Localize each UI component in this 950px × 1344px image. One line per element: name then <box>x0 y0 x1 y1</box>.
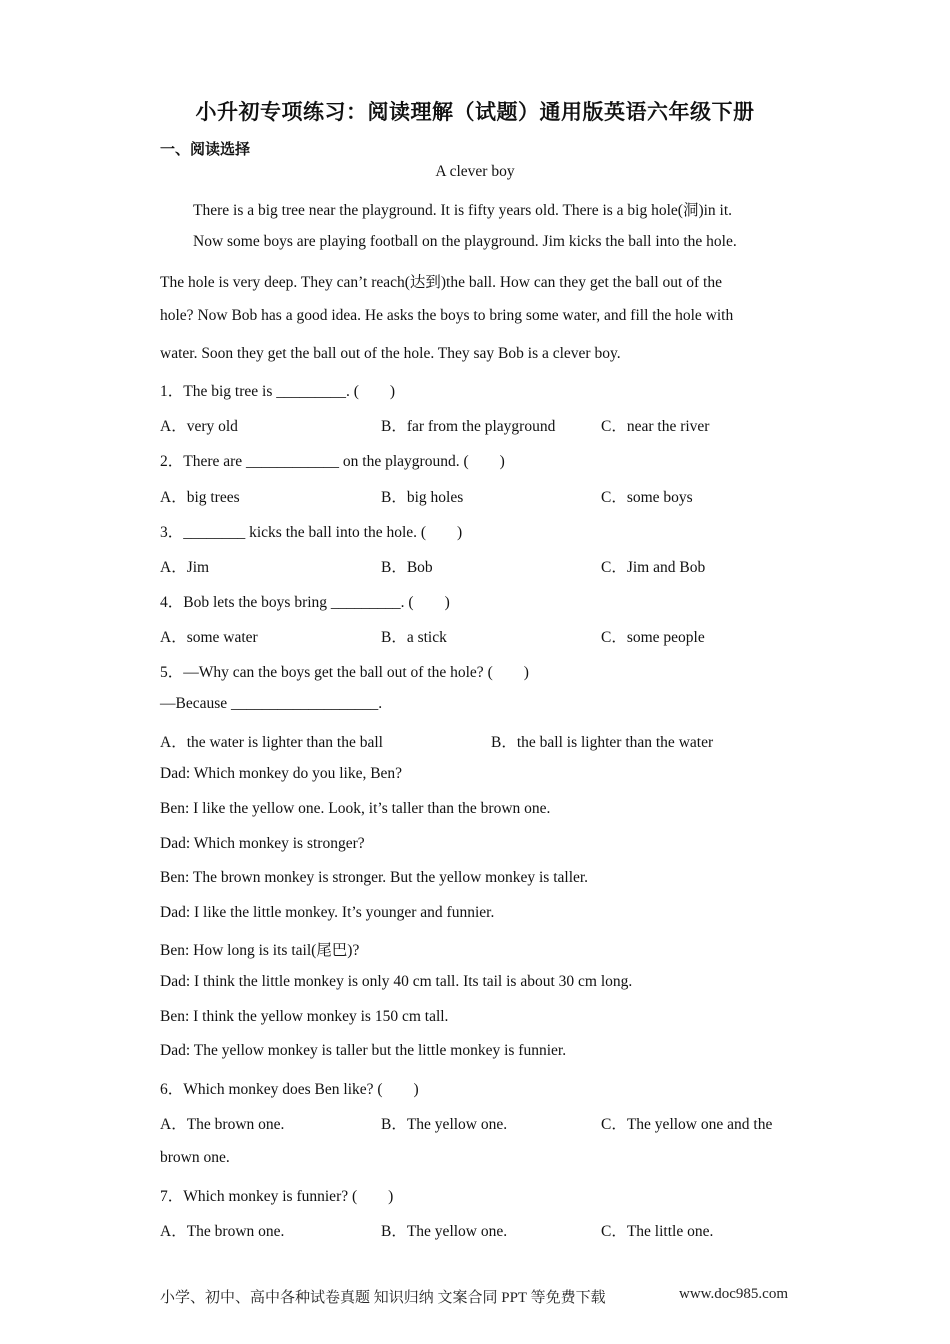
option-7b[interactable]: B．The yellow one. <box>381 1223 508 1240</box>
option-2c[interactable]: C．some boys <box>601 489 693 506</box>
option-4b[interactable]: B．a stick <box>381 629 447 646</box>
dialogue-line: Dad: I like the little monkey. It’s younger and funnier. <box>160 904 495 921</box>
option-1c[interactable]: C．near the river <box>601 418 710 435</box>
option-5a[interactable]: A．the water is lighter than the ball <box>160 734 383 751</box>
passage-line: There is a big tree near the playground. It is fifty years old. There is a big hole(洞)in it. <box>193 202 733 219</box>
question-5: 5．—Why can the boys get the ball out of the hole? ( ) <box>160 664 529 681</box>
footer-website-link[interactable]: www.doc985.com <box>678 1286 788 1302</box>
dialogue-line: Dad: Which monkey is stronger? <box>160 835 365 852</box>
question-4: 4．Bob lets the boys bring _________. ( ) <box>160 594 450 611</box>
option-2a[interactable]: A．big trees <box>160 489 240 506</box>
dialogue-line: Dad: Which monkey do you like, Ben? <box>160 765 403 782</box>
option-3a[interactable]: A．Jim <box>160 559 210 576</box>
option-1b[interactable]: B．far from the playground <box>381 418 556 435</box>
page-footer <box>160 1286 788 1307</box>
option-6c[interactable]: C．The yellow one and the <box>601 1116 773 1133</box>
option-3b[interactable]: B．Bob <box>381 559 433 576</box>
question-2: 2．There are ____________ on the playground. ( ) <box>160 453 505 470</box>
dialogue-line: Ben: The brown monkey is stronger. But the yellow monkey is taller. <box>160 869 589 886</box>
option-6b[interactable]: B．The yellow one. <box>381 1116 508 1133</box>
passage-line: Now some boys are playing football on the playground. Jim kicks the ball into the hole. <box>193 233 737 250</box>
section-heading: 一、阅读选择 <box>160 140 251 158</box>
page-title: 小升初专项练习：阅读理解（试题）通用版英语六年级下册 <box>195 100 755 124</box>
dialogue-line: Dad: The yellow monkey is taller but the little monkey is funnier. <box>160 1042 567 1059</box>
option-2b[interactable]: B．big holes <box>381 489 464 506</box>
option-6c-continued: brown one. <box>160 1149 230 1166</box>
option-3c[interactable]: C．Jim and Bob <box>601 559 706 576</box>
question-6: 6．Which monkey does Ben like? ( ) <box>160 1081 419 1098</box>
passage-line: hole? Now Bob has a good idea. He asks the boys to bring some water, and fill the hole with <box>160 307 734 324</box>
passage-line: The hole is very deep. They can’t reach(达到)the ball. How can they get the ball out of the <box>160 274 722 291</box>
option-5b[interactable]: B．the ball is lighter than the water <box>491 734 714 751</box>
passage-line: water. Soon they get the ball out of the hole. They say Bob is a clever boy. <box>160 345 621 362</box>
option-6a[interactable]: A．The brown one. <box>160 1116 285 1133</box>
dialogue-line: Dad: I think the little monkey is only 40 cm tall. Its tail is about 30 cm long. <box>160 973 633 990</box>
dialogue-line: Ben: I think the yellow monkey is 150 cm tall. <box>160 1008 449 1025</box>
passage-heading: A clever boy <box>435 163 515 180</box>
question-3: 3．________ kicks the ball into the hole. ( ) <box>160 524 463 541</box>
question-1: 1．The big tree is _________. ( ) <box>160 383 396 400</box>
footer-promo-text: 小学、初中、高中各种试卷真题 知识归纳 文案合同 PPT 等免费下载 <box>160 1290 606 1306</box>
option-7a[interactable]: A．The brown one. <box>160 1223 285 1240</box>
option-1a[interactable]: A．very old <box>160 418 238 435</box>
option-7c[interactable]: C．The little one. <box>601 1223 714 1240</box>
dialogue-line: Ben: I like the yellow one. Look, it’s taller than the brown one. <box>160 800 551 817</box>
dialogue-line: Ben: How long is its tail(尾巴)? <box>160 942 360 959</box>
question-7: 7．Which monkey is funnier? ( ) <box>160 1188 394 1205</box>
question-5-answer-line: —Because ___________________. <box>160 695 383 712</box>
option-4a[interactable]: A．some water <box>160 629 258 646</box>
option-4c[interactable]: C．some people <box>601 629 705 646</box>
